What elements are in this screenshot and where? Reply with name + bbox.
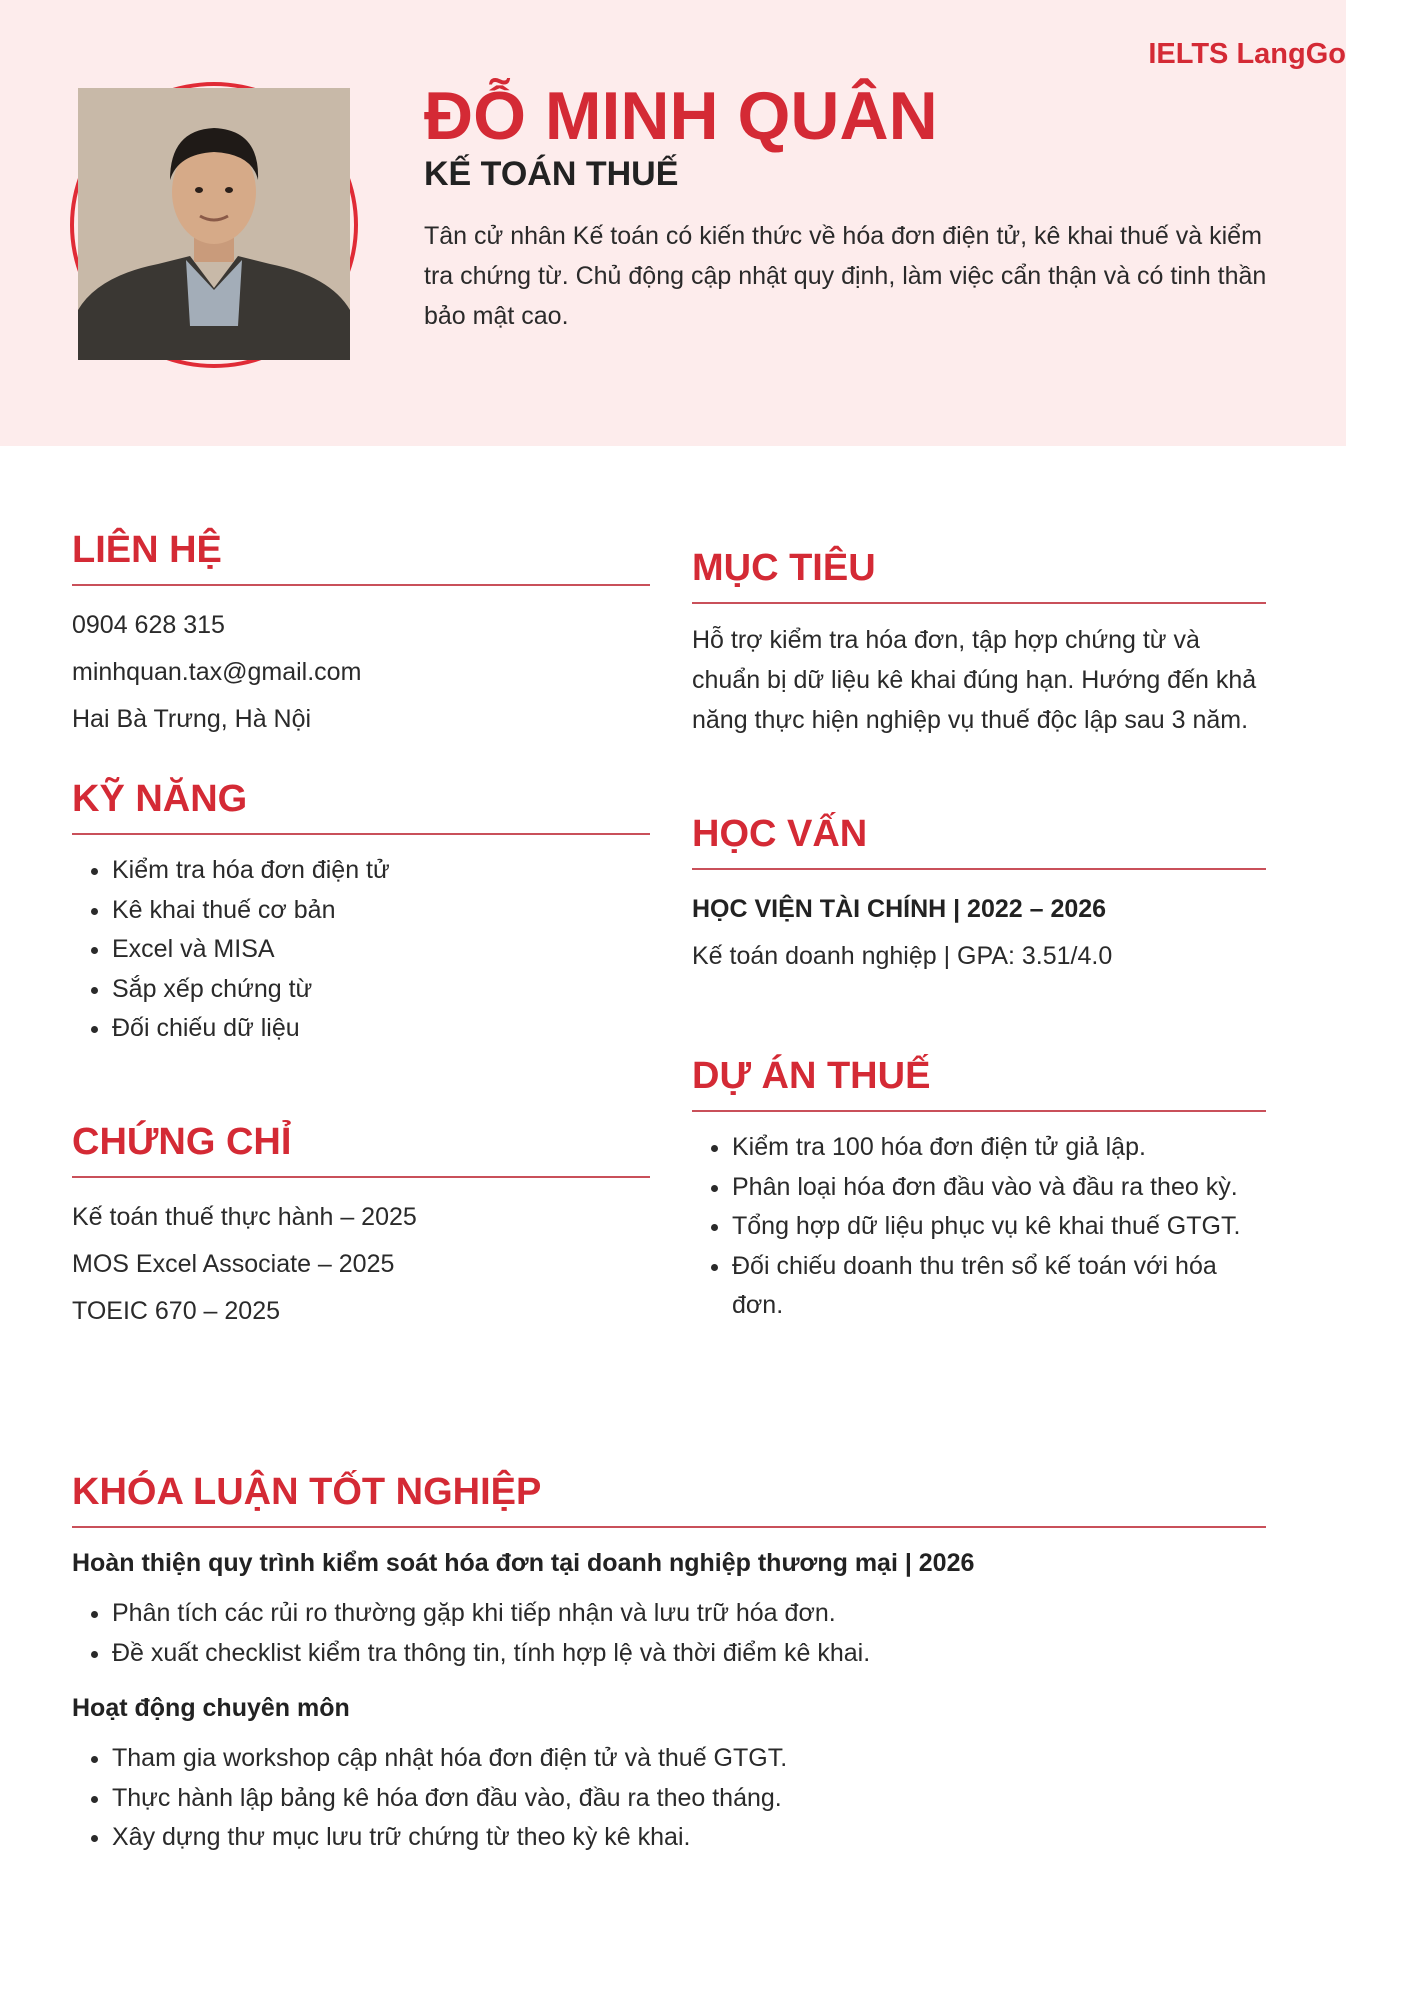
brand-logo: IELTS LangGo bbox=[1148, 38, 1346, 70]
project-item: • Kiểm tra 100 hóa đơn điện tử giả lập. bbox=[732, 1128, 1266, 1168]
activity-item: • Thực hành lập bảng kê hóa đơn đầu vào, đầu ra theo tháng. bbox=[112, 1779, 1266, 1819]
projects-list bbox=[692, 1128, 1266, 1326]
education-heading: HỌC VẤN bbox=[692, 810, 1266, 870]
project-item: • Đối chiếu doanh thu trên sổ kế toán với hóa đơn. bbox=[732, 1247, 1266, 1326]
skill-item: • Sắp xếp chứng từ bbox=[112, 970, 650, 1010]
certificate-item: Kế toán thuế thực hành – 2025 bbox=[72, 1203, 417, 1231]
certificate-item: MOS Excel Associate – 2025 bbox=[72, 1250, 395, 1278]
objective-section bbox=[692, 544, 1266, 740]
certificate-item: TOEIC 670 – 2025 bbox=[72, 1297, 281, 1325]
skill-item: • Excel và MISA bbox=[112, 930, 650, 970]
education-section bbox=[692, 810, 1266, 980]
certificates-list bbox=[72, 1194, 650, 1335]
thesis-list bbox=[72, 1594, 1266, 1673]
education-school: HỌC VIỆN TÀI CHÍNH | 2022 – 2026 bbox=[692, 895, 1107, 923]
thesis-heading: KHÓA LUẬN TỐT NGHIỆP bbox=[72, 1468, 1266, 1528]
skills-list bbox=[72, 851, 650, 1049]
skills-section bbox=[72, 775, 650, 1049]
activities-title: Hoạt động chuyên môn bbox=[72, 1694, 350, 1722]
objective-text: Hỗ trợ kiểm tra hóa đơn, tập hợp chứng từ và chuẩn bị dữ liệu kê khai đúng hạn. Hướng đến khả năng thực hiện nghiệp vụ thuế độc lập sau 3 năm. bbox=[692, 626, 1257, 734]
contact-heading: LIÊN HỆ bbox=[72, 526, 650, 586]
contact-list bbox=[72, 602, 650, 743]
profile-photo bbox=[78, 88, 350, 360]
certificates-section bbox=[72, 1118, 650, 1335]
thesis-title: Hoàn thiện quy trình kiểm soát hóa đơn tại doanh nghiệp thương mại | 2026 bbox=[72, 1549, 975, 1577]
thesis-item: • Đề xuất checklist kiểm tra thông tin, tính hợp lệ và thời điểm kê khai. bbox=[112, 1634, 1266, 1674]
thesis-item: • Phân tích các rủi ro thường gặp khi tiếp nhận và lưu trữ hóa đơn. bbox=[112, 1594, 1266, 1634]
projects-section bbox=[692, 1052, 1266, 1326]
thesis-section bbox=[72, 1468, 1266, 1858]
activity-item: • Tham gia workshop cập nhật hóa đơn điện tử và thuế GTGT. bbox=[112, 1739, 1266, 1779]
activity-item: • Xây dựng thư mục lưu trữ chứng từ theo kỳ kê khai. bbox=[112, 1818, 1266, 1858]
objective-heading: MỤC TIÊU bbox=[692, 544, 1266, 604]
education-detail: Kế toán doanh nghiệp | GPA: 3.51/4.0 bbox=[692, 942, 1113, 970]
project-item: • Tổng hợp dữ liệu phục vụ kê khai thuế GTGT. bbox=[732, 1207, 1266, 1247]
skill-item: • Đối chiếu dữ liệu bbox=[112, 1009, 650, 1049]
activities-list bbox=[72, 1739, 1266, 1858]
skill-item: • Kê khai thuế cơ bản bbox=[112, 891, 650, 931]
project-item: • Phân loại hóa đơn đầu vào và đầu ra theo kỳ. bbox=[732, 1168, 1266, 1208]
contact-section bbox=[72, 526, 650, 743]
contact-phone: 0904 628 315 bbox=[72, 611, 225, 639]
candidate-name: ĐỖ MINH QUÂN bbox=[424, 78, 938, 154]
contact-address: Hai Bà Trưng, Hà Nội bbox=[72, 705, 312, 733]
person-portrait-icon bbox=[78, 88, 350, 360]
projects-heading: DỰ ÁN THUẾ bbox=[692, 1052, 1266, 1112]
contact-email: minhquan.tax@gmail.com bbox=[72, 658, 362, 686]
job-title: KẾ TOÁN THUẾ bbox=[424, 155, 679, 193]
profile-summary: Tân cử nhân Kế toán có kiến thức về hóa đơn điện tử, kê khai thuế và kiểm tra chứng từ. Chủ động cập nhật quy định, làm việc cẩn thận và có tinh thần bảo mật cao. bbox=[424, 222, 1267, 330]
skill-item: • Kiểm tra hóa đơn điện tử bbox=[112, 851, 650, 891]
certificates-heading: CHỨNG CHỈ bbox=[72, 1118, 650, 1178]
skills-heading: KỸ NĂNG bbox=[72, 775, 650, 835]
